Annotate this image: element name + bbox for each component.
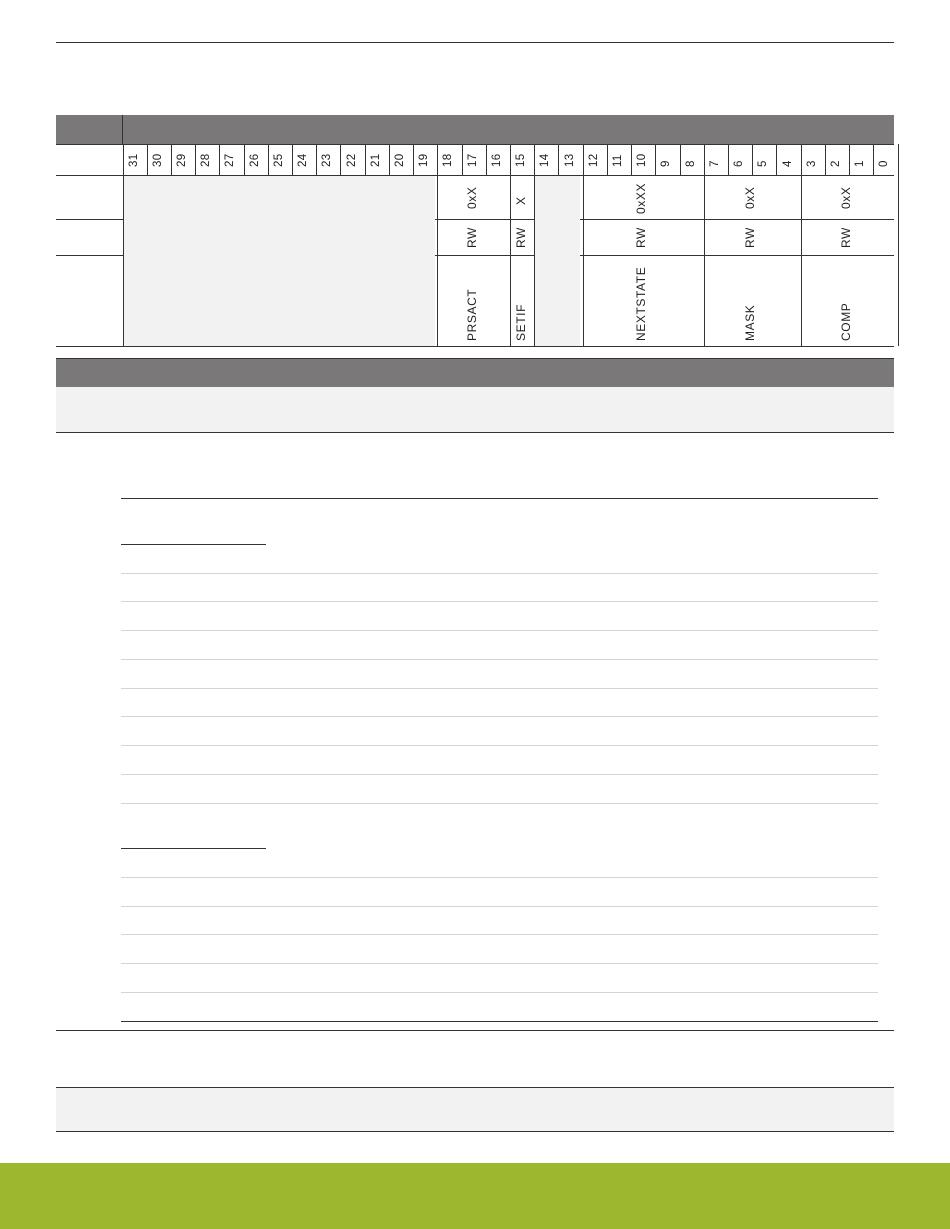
enum-table-col-rule xyxy=(121,848,266,849)
grid-line xyxy=(776,144,777,175)
top-rule xyxy=(56,42,894,43)
bit-number: 27 xyxy=(224,153,236,167)
grid-line xyxy=(898,144,899,175)
grid-line xyxy=(704,144,705,175)
enum-table-top xyxy=(121,498,878,499)
enum-row-rule xyxy=(121,659,878,660)
bit-number: 21 xyxy=(370,153,382,167)
prsact-name: PRSACT xyxy=(465,288,479,341)
bit-number: 16 xyxy=(491,153,503,167)
grid-line xyxy=(123,144,124,175)
grid-line xyxy=(389,144,390,175)
bit-number: 18 xyxy=(442,153,454,167)
field-table-rule xyxy=(56,432,894,433)
setif-name: SETIF xyxy=(514,303,528,341)
grid-line xyxy=(801,144,802,175)
grid-line xyxy=(365,144,366,175)
grid-line xyxy=(534,144,535,175)
grid-line xyxy=(898,175,899,346)
enum-table-col-rule xyxy=(121,544,266,545)
enum-row-rule xyxy=(121,688,878,689)
prsact-reset: 0xX xyxy=(465,186,479,209)
enum-row-rule xyxy=(121,934,878,935)
grid-line xyxy=(655,144,656,175)
bit-number: 23 xyxy=(321,153,333,167)
grid-line xyxy=(510,175,511,346)
grid-line xyxy=(244,144,245,175)
comp-access: RW xyxy=(839,227,853,248)
grid-line xyxy=(534,175,535,346)
field-table-row xyxy=(56,387,894,432)
grid-line xyxy=(583,144,584,175)
reserved-bits-31-19 xyxy=(123,176,435,346)
grid-line xyxy=(437,175,438,346)
field-table-row xyxy=(56,1088,894,1131)
grid-line xyxy=(147,144,148,175)
enum-row-rule xyxy=(121,877,878,878)
bit-number: 29 xyxy=(176,153,188,167)
bit-number: 3 xyxy=(806,160,818,167)
grid-line xyxy=(849,144,850,175)
enum-table-bottom xyxy=(121,1021,878,1022)
grid-line xyxy=(752,144,753,175)
grid-line xyxy=(680,144,681,175)
mask-access: RW xyxy=(743,227,757,248)
enum-row-rule xyxy=(121,716,878,717)
grid-line xyxy=(219,144,220,175)
mask-name: MASK xyxy=(743,304,757,341)
bit-number: 13 xyxy=(564,153,576,167)
bit-number: 10 xyxy=(636,153,648,167)
grid-line xyxy=(801,175,802,346)
grid-line xyxy=(873,144,874,175)
register-header-bar xyxy=(123,115,894,144)
grid-line xyxy=(607,144,608,175)
bit-number: 15 xyxy=(515,153,527,167)
grid-line xyxy=(195,144,196,175)
bit-number: 19 xyxy=(418,153,430,167)
bit-number: 24 xyxy=(297,153,309,167)
field-table-header xyxy=(56,359,894,387)
bit-number: 7 xyxy=(709,160,721,167)
enum-row-rule xyxy=(121,803,878,804)
bit-number: 2 xyxy=(830,160,842,167)
bit-number: 14 xyxy=(539,153,551,167)
bit-number: 17 xyxy=(467,153,479,167)
grid-line xyxy=(510,144,511,175)
bit-number: 31 xyxy=(128,153,140,167)
setif-reset: X xyxy=(514,196,528,205)
nextstate-reset: 0xXX xyxy=(634,182,648,214)
grid-line xyxy=(558,144,559,175)
grid-line xyxy=(316,144,317,175)
bit-number: 26 xyxy=(249,153,261,167)
enum-row-rule xyxy=(121,774,878,775)
reserved-bits-14-13 xyxy=(534,176,580,346)
grid-line xyxy=(728,144,729,175)
grid-line xyxy=(123,175,124,346)
bit-number: 8 xyxy=(685,160,697,167)
field-table-rule xyxy=(56,358,894,359)
setif-access: RW xyxy=(514,227,528,248)
bit-number: 25 xyxy=(273,153,285,167)
grid-line xyxy=(122,115,123,144)
comp-name: COMP xyxy=(839,302,853,341)
bit-number: 12 xyxy=(588,153,600,167)
mask-reset: 0xX xyxy=(743,186,757,209)
row-divider xyxy=(56,144,894,145)
bit-number: 28 xyxy=(200,153,212,167)
grid-line xyxy=(462,144,463,175)
bit-number: 1 xyxy=(854,160,866,167)
register-header-left xyxy=(56,115,122,144)
bit-number: 11 xyxy=(612,154,624,167)
bit-number: 4 xyxy=(782,160,794,167)
grid-line xyxy=(704,175,705,346)
grid-line xyxy=(486,144,487,175)
grid-line xyxy=(292,144,293,175)
grid-line xyxy=(631,144,632,175)
grid-line xyxy=(268,144,269,175)
grid-line xyxy=(171,144,172,175)
grid-line xyxy=(340,144,341,175)
enum-row-rule xyxy=(121,992,878,993)
enum-row-rule xyxy=(121,745,878,746)
field-table-rule xyxy=(56,1131,894,1132)
bit-number: 22 xyxy=(346,153,358,167)
grid-line xyxy=(413,144,414,175)
bit-number: 6 xyxy=(733,160,745,167)
bit-number: 30 xyxy=(152,153,164,167)
prsact-access: RW xyxy=(465,227,479,248)
nextstate-access: RW xyxy=(634,227,648,248)
bit-number: 20 xyxy=(394,153,406,167)
field-table-rule xyxy=(56,1030,894,1031)
bit-number: 0 xyxy=(878,160,890,167)
grid-line xyxy=(437,144,438,175)
comp-reset: 0xX xyxy=(839,186,853,209)
bit-number: 5 xyxy=(757,160,769,167)
row-divider xyxy=(56,346,894,347)
footer-band xyxy=(0,1163,950,1229)
enum-row-rule xyxy=(121,573,878,574)
enum-row-rule xyxy=(121,906,878,907)
enum-row-rule xyxy=(121,963,878,964)
nextstate-name: NEXTSTATE xyxy=(634,266,648,341)
grid-line xyxy=(583,175,584,346)
bit-number: 9 xyxy=(660,160,672,167)
enum-row-rule xyxy=(121,601,878,602)
enum-row-rule xyxy=(121,630,878,631)
grid-line xyxy=(825,144,826,175)
